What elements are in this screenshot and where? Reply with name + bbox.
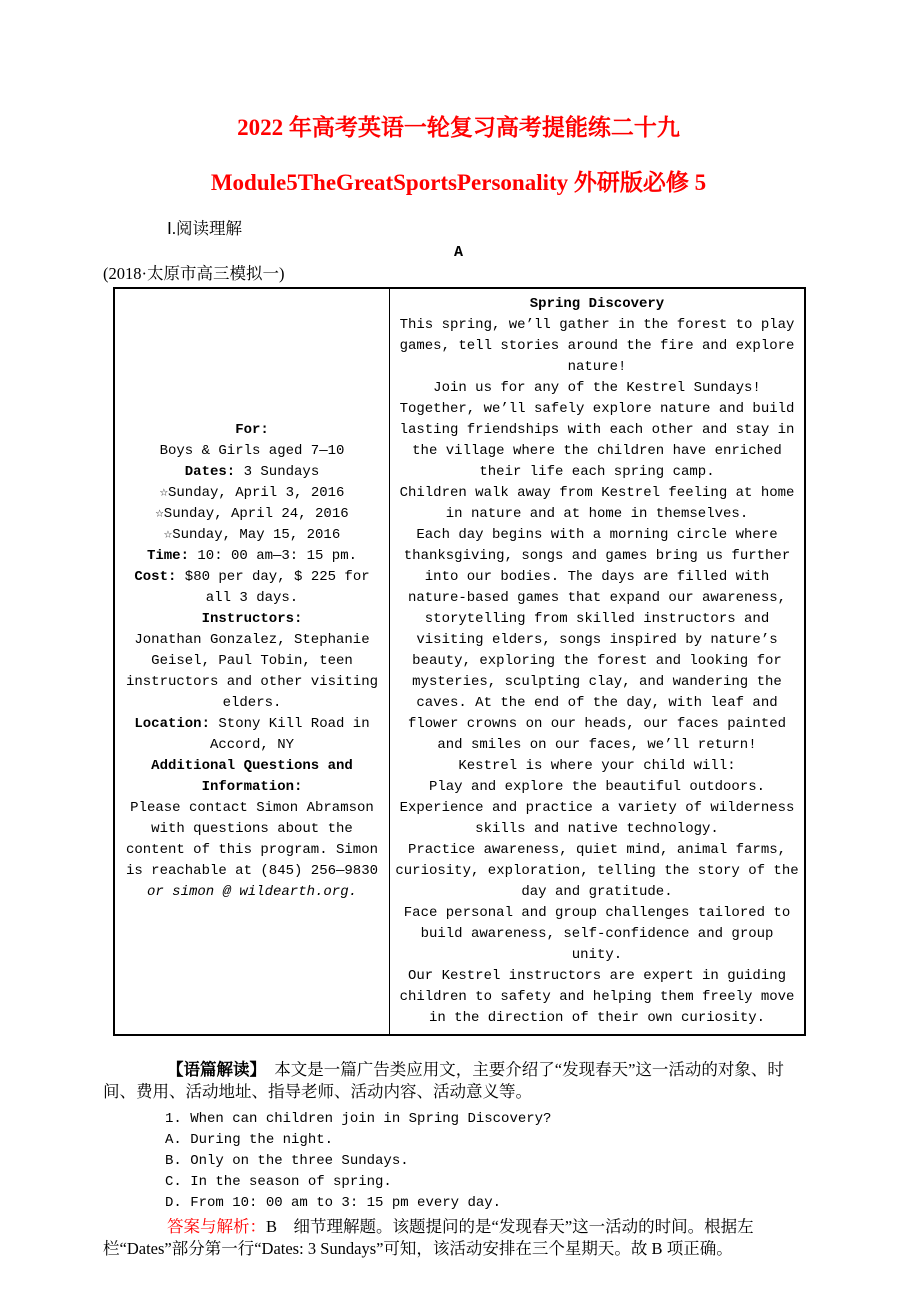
question-stem: 1. When can children join in Spring Discovery? [165, 1111, 552, 1127]
ad-title: Spring Discovery [529, 296, 665, 312]
ad-paragraph-2: Join us for any of the Kestrel Sundays! [433, 380, 761, 396]
option-c: C. In the season of spring. [165, 1174, 392, 1190]
ad-paragraph-8: Experience and practice a variety of wilderness skills and native technology. [399, 800, 795, 837]
answer-paragraph [103, 1216, 814, 1259]
ad-left-line-instructors-label: Instructors: [201, 611, 303, 627]
ad-left-line-contact: Please contact Simon Abramson with questions about the content of this program. Simon is reachable at (845) 256—9830 or simon @ wildearth.org. [125, 800, 379, 900]
ad-paragraph-4: Children walk away from Kestrel feeling at home in nature and at home in themselves. [399, 485, 795, 522]
option-a: A. During the night. [165, 1132, 334, 1148]
option-d: D. From 10: 00 am to 3: 15 pm every day. [165, 1195, 502, 1211]
ad-left-line-time: Time: 10: 00 am—3: 15 pm. [146, 548, 358, 564]
ad-paragraph-1: This spring, we’ll gather in the forest to play games, tell stories around the fire and explore nature! [399, 317, 795, 375]
analysis-label: 【语篇解读】 [167, 1060, 258, 1079]
ad-paragraph-9: Practice awareness, quiet mind, animal farms, curiosity, exploration, telling the story of the day and gratitude. [395, 842, 799, 900]
answer-label: 答案与解析： [167, 1217, 266, 1236]
ad-left-cell [115, 289, 390, 1034]
ad-paragraph-11: Our Kestrel instructors are expert in guiding children to safety and helping them freely move in the direction of their own curiosity. [399, 968, 795, 1026]
ad-left-line-location: Location: Stony Kill Road in Accord, NY [134, 716, 370, 753]
ad-left-line-additional-label: Additional Questions and Information: [151, 758, 353, 795]
ad-left-line-date-2: ☆Sunday, April 24, 2016 [155, 506, 349, 522]
ad-left-line-date-3: ☆Sunday, May 15, 2016 [163, 527, 341, 543]
section-heading: Ⅰ.阅读理解 [167, 219, 242, 238]
ad-paragraph-3: Together, we’ll safely explore nature and build lasting friendships with each other and stay in the village where the children have enriched their life each spring camp. [399, 401, 795, 480]
ad-left-line-audience: Boys & Girls aged 7—10 [159, 443, 345, 459]
ad-right-cell [390, 289, 804, 1034]
answer-text: B 细节理解题。该题提问的是“发现春天”这一活动的时间。根据左栏“Dates”部分第一行“Dates: 3 Sundays”可知，该活动安排在三个星期天。故 B 项正确。 [103, 1217, 754, 1258]
option-b: B. Only on the three Sundays. [165, 1153, 409, 1169]
ad-left-line-date-1: ☆Sunday, April 3, 2016 [159, 485, 345, 501]
analysis-text: 本文是一篇广告类应用文，主要介绍了“发现春天”这一活动的对象、时间、费用、活动地址、指导老师、活动内容、活动意义等。 [103, 1060, 784, 1101]
analysis-paragraph [103, 1059, 814, 1102]
ad-paragraph-7: Play and explore the beautiful outdoors. [428, 779, 766, 795]
ad-left-line-dates: Dates: 3 Sundays [184, 464, 320, 480]
doc-title-line-1: 2022 年高考英语一轮复习高考提能练二十九 [237, 115, 680, 140]
source-note: (2018·太原市高三模拟一) [103, 264, 285, 283]
passage-letter: A [453, 244, 463, 261]
ad-paragraph-10: Face personal and group challenges tailored to build awareness, self-confidence and group unity. [403, 905, 791, 963]
ad-left-line-cost: Cost: $80 per day, $ 225 for all 3 days. [134, 569, 370, 606]
ad-paragraph-5: Each day begins with a morning circle where thanksgiving, songs and games bring us further into our bodies. The days are filled with nature-based games that expand our awareness, storytelling from skilled instructors and visiting elders, songs inspired by nature’s beauty, exploring the forest and looking for mysteries, sculpting clay, and wandering the caves. At the end of the day, with leaf and flower crowns on our heads, our faces painted and smiles on our faces, we’ll return! [403, 527, 791, 753]
advertisement-table [113, 287, 806, 1036]
doc-title-line-2: Module5TheGreatSportsPersonality 外研版必修 5 [210, 170, 707, 195]
ad-paragraph-6: Kestrel is where your child will: [458, 758, 736, 774]
ad-left-line-instructors: Jonathan Gonzalez, Stephanie Geisel, Paul Tobin, teen instructors and other visiting elders. [125, 632, 379, 711]
ad-left-line-for: For: [235, 422, 269, 438]
